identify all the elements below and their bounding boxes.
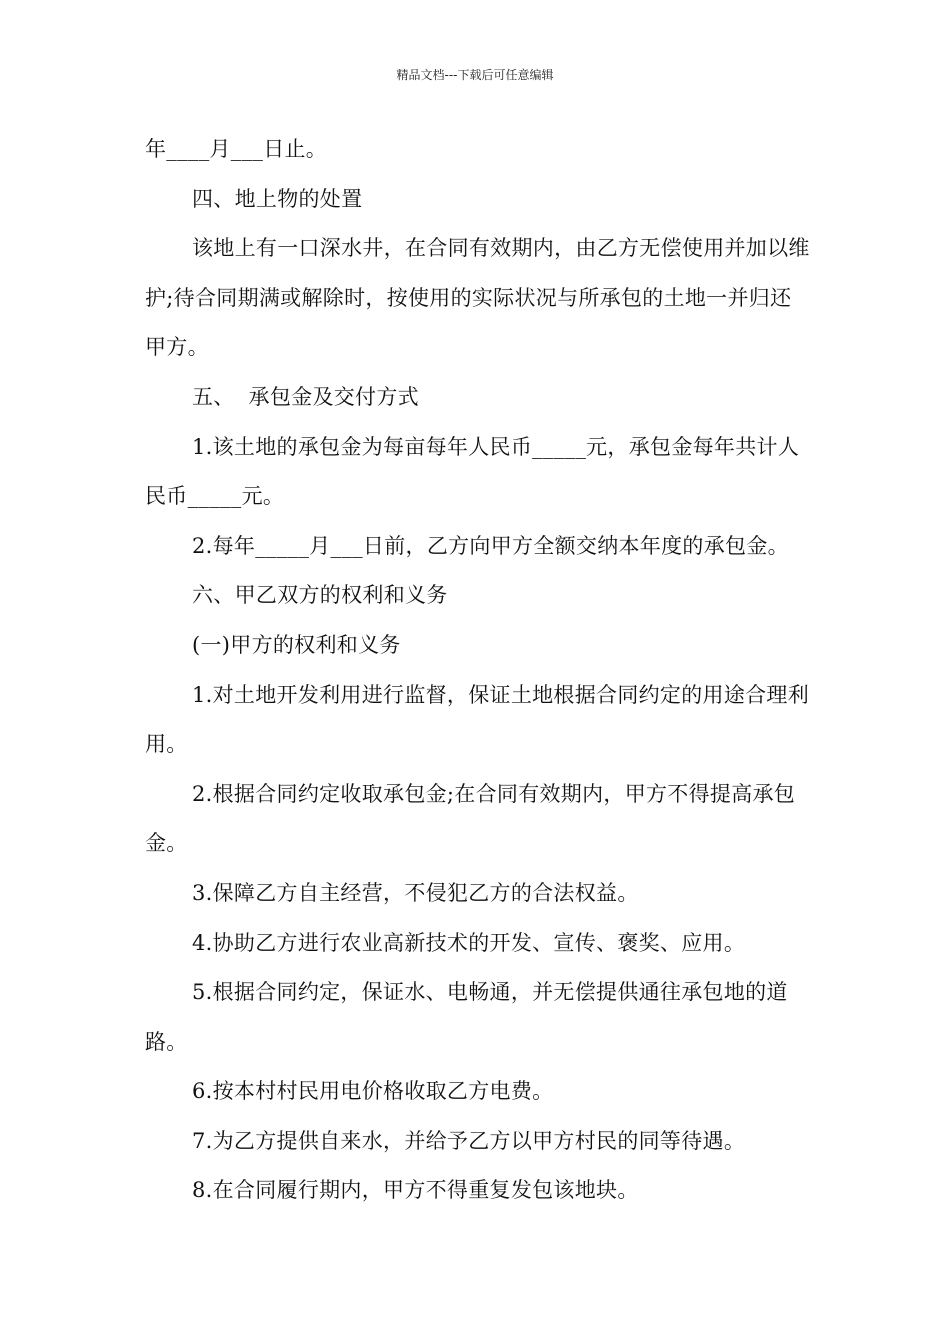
subsection-heading-party-a: (一)甲方的权利和义务 — [192, 632, 401, 657]
section-heading-4: 四、地上物的处置 — [192, 186, 363, 211]
paragraph-end-date: 年____月___日止。 — [145, 137, 328, 161]
section-heading-5: 五、 承包金及交付方式 — [192, 384, 419, 409]
page-header-watermark: 精品文档---下载后可任意编辑 — [396, 68, 554, 82]
clause-6-4: 4.协助乙方进行农业高新技术的开发、宣传、褒奖、应用。 — [192, 930, 746, 955]
clause-6-5: 5.根据合同约定，保证水、电畅通，并无偿提供通往承包地的道路。 — [145, 980, 788, 1054]
clause-6-8: 8.在合同履行期内，甲方不得重复发包该地块。 — [192, 1178, 639, 1203]
clause-6-6: 6.按本村村民用电价格收取乙方电费。 — [192, 1079, 554, 1104]
clause-6-7: 7.为乙方提供自来水，并给予乙方以甲方村民的同等待遇。 — [192, 1128, 746, 1153]
clause-6-2: 2.根据合同约定收取承包金;在合同有效期内，甲方不得提高承包金。 — [145, 781, 796, 856]
section-heading-6: 六、甲乙双方的权利和义务 — [192, 583, 448, 608]
clause-5-2: 2.每年_____月___日前，乙方向甲方全额交纳本年度的承包金。 — [192, 533, 789, 558]
paragraph-well: 该地上有一口深水井，在合同有效期内，由乙方无偿使用并加以维护;待合同期满或解除时，按使用的实际状况与所承包的土地一并归还甲方。 — [145, 236, 810, 360]
document-body — [145, 125, 810, 1216]
clause-5-1: 1.该土地的承包金为每亩每年人民币_____元，承包金每年共计人民币_____元。 — [145, 434, 800, 509]
clause-6-3: 3.保障乙方自主经营，不侵犯乙方的合法权益。 — [192, 880, 639, 905]
clause-6-1: 1.对土地开发利用进行监督，保证土地根据合同约定的用途合理利用。 — [145, 682, 810, 757]
